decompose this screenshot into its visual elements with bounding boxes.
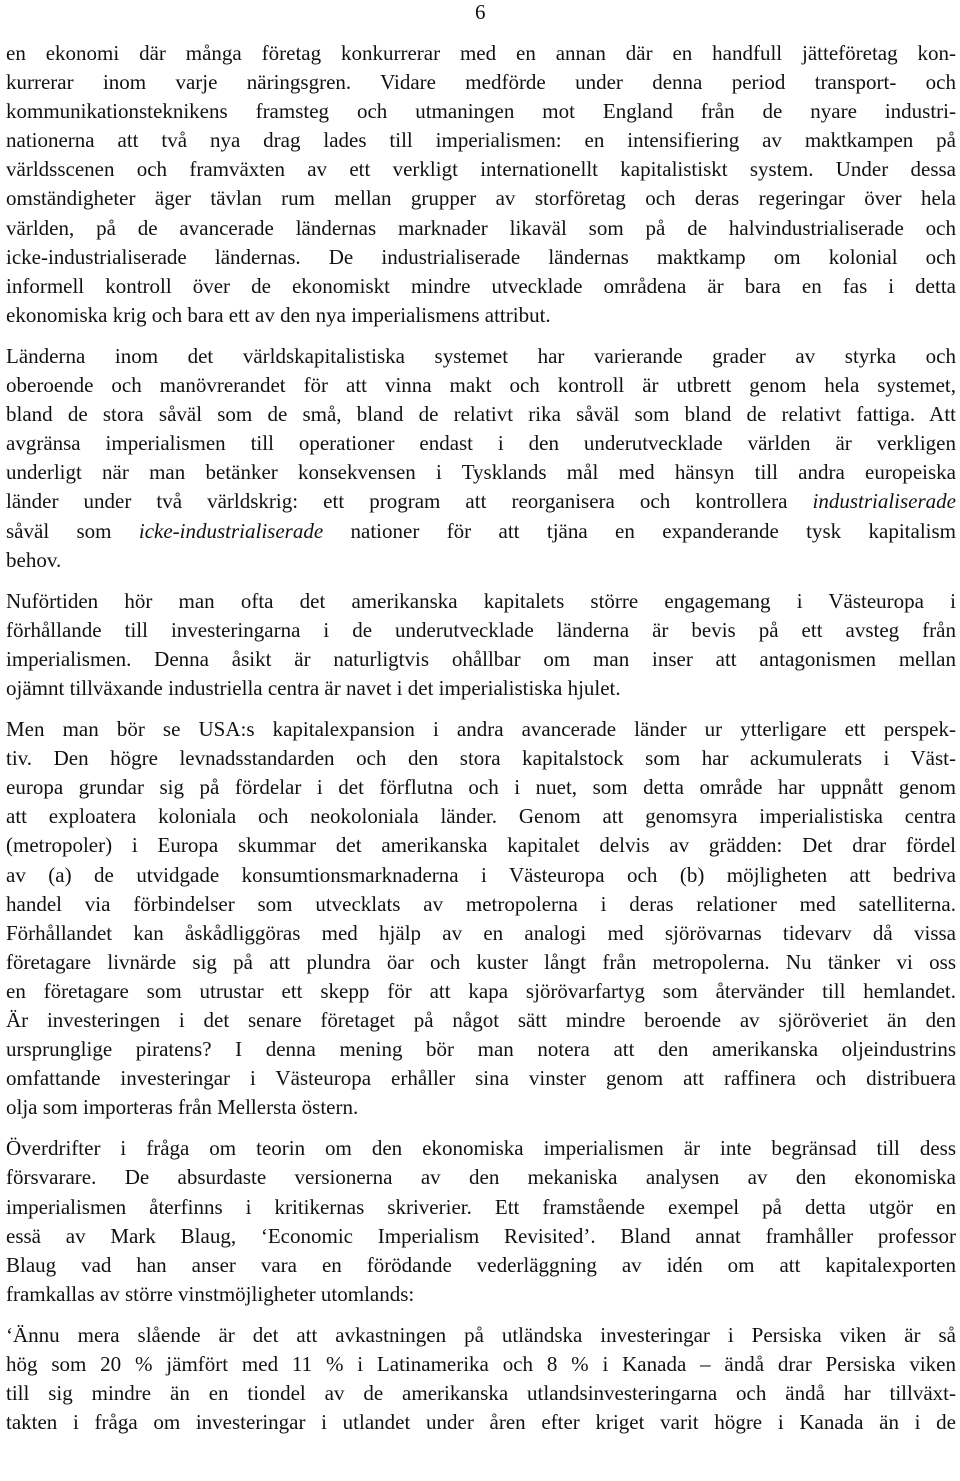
text-line: Är investeringen i det senare företaget på något sätt mindre beroende av sjöröveriet än den	[6, 1008, 956, 1032]
text-line: omfattande investeringar i Västeuropa erhåller sina vinster genom att raffinera och distribuera	[6, 1066, 956, 1091]
text-line: underligt när man betänker konsekvensen i Tysklands mål med hänsyn till andra europeiska	[6, 460, 956, 485]
text-line: kurrerar inom varje näringsgren. Vidare medförde under denna period transport- och	[6, 70, 956, 95]
text-line: Blaug vad han anser vara en förödande vederläggning av idén om att kapitalexporten	[6, 1252, 956, 1277]
text-line: olja som importeras från Mellersta östern.	[6, 1095, 359, 1120]
page-number: 6	[475, 0, 486, 24]
text-line: bland de stora såväl som de små, bland de relativt rika såväl som bland de relativt fattiga. Att	[6, 402, 956, 427]
italic-term: industrialiserade	[812, 489, 956, 514]
text-line: informell kontroll över de ekonomiskt mindre utvecklade områdena är bara en fas i detta	[6, 273, 956, 298]
text-line: förhållande till investeringarna i de underutvecklade länderna är bevis på ett avsteg från	[6, 617, 956, 642]
text-line: icke-industrialiserade ländernas. De industrialiserade ländernas maktkamp om kolonial och	[6, 244, 956, 269]
text-line: europa grundar sig på fördelar i det förflutna och i nuet, som detta område har uppnått genom	[6, 775, 956, 800]
text-line: behov.	[6, 547, 62, 572]
text-line: oberoende och manövrerandet för att vinna makt och kontroll är utbrett genom hela systemet,	[6, 373, 956, 398]
text-line: av (a) de utvidgade konsumtionsmarknaderna i Västeuropa och (b) möjligheten att bedriva	[6, 862, 956, 887]
text-line: tiv. Den högre levnadsstandarden och den stora kapitalstock som har ackumulerats i Väst-	[6, 746, 956, 771]
text-line: (metropoler) i Europa skummar det amerikanska kapitalet delvis av grädden: Det drar fördel	[6, 833, 956, 858]
paragraph-4	[6, 715, 956, 1122]
text-segment: länder under två världskrig: ett program att reorganisera och kontrollera	[6, 489, 813, 514]
text-line: imperialismen återfinns i kritikernas skriverier. Ett framstående exempel på detta utgör en	[6, 1194, 956, 1219]
text-line-with-italic	[6, 517, 956, 546]
text-line: världsscenen och framväxten av ett verkligt internationellt kapitalistiskt system. Under dessa	[6, 157, 956, 182]
text-segment: nationer för att tjäna en expanderande tysk kapitalism	[323, 518, 956, 543]
paragraph-2	[6, 342, 956, 575]
text-line: försvarare. De absurdaste versionerna av den mekaniska analysen av den ekonomiska	[6, 1165, 956, 1190]
text-segment: såväl som	[6, 518, 139, 543]
paragraph-3	[6, 587, 956, 703]
italic-term: icke-industrialiserade	[138, 518, 324, 543]
text-line-with-italic	[6, 487, 956, 516]
body-text	[6, 39, 956, 1449]
text-line: framkallas av större vinstmöjligheter utomlands:	[6, 1281, 415, 1306]
text-line: ekonomiska krig och bara ett av den nya imperialismens attribut.	[6, 302, 551, 327]
text-line: en företagare som utrustar ett skepp för att kapa sjörövarfartyg som återvänder till hemlandet.	[6, 978, 956, 1003]
text-line: imperialismen. Denna åsikt är naturligtvis ohållbar om man inser att antagonismen mellan	[6, 646, 956, 671]
text-line: till sig mindre än en tiondel av de amerikanska utlandsinvesteringarna och ändå har tillväxt-	[6, 1381, 956, 1406]
text-line: hög som 20 % jämfört med 11 % i Latinamerika och 8 % i Kanada – ändå drar Persiska viken	[6, 1352, 956, 1377]
text-line: ‘Ännu mera slående är det att avkastningen på utländska investeringar i Persiska viken är så	[6, 1322, 956, 1347]
text-line: världen, på de avancerade ländernas marknader likaväl som på de halvindustrialiserade och	[6, 215, 956, 240]
text-line: omständigheter äger tävlan rum mellan grupper av storföretag och deras regeringar över hela	[6, 186, 956, 211]
text-line: Förhållandet kan åskådliggöras med hjälp av en analogi med sjörövarnas tidevarv då vissa	[6, 920, 956, 945]
paragraph-5	[6, 1134, 956, 1309]
text-line: kommunikationsteknikens framsteg och utmaningen mot England från de nyare industri-	[6, 99, 956, 124]
text-line: handel via förbindelser som utvecklats av metropolerna i deras relationer med satelliterna.	[6, 891, 956, 916]
text-line: takten i fråga om investeringar i utlandet under åren efter kriget varit högre i Kanada än i de	[6, 1410, 956, 1435]
quotation-paragraph	[6, 1321, 956, 1437]
text-line: avgränsa imperialismen till operationer endast i den underutvecklade världen är verkligen	[6, 431, 956, 456]
text-line: ursprunglige piratens? I denna mening bör man notera att den amerikanska oljeindustrins	[6, 1037, 956, 1062]
text-line: Överdrifter i fråga om teorin om den ekonomiska imperialismen är inte begränsad till dess	[6, 1136, 956, 1161]
text-line: essä av Mark Blaug, ‘Economic Imperialism Revisited’. Bland annat framhåller professor	[6, 1223, 956, 1248]
text-line: Nuförtiden hör man ofta det amerikanska kapitalets större engagemang i Västeuropa i	[6, 588, 956, 613]
text-line: att exploatera koloniala och neokoloniala länder. Genom att genomsyra imperialistiska centra	[6, 804, 956, 829]
paragraph-1	[6, 39, 956, 330]
text-line: ojämnt tillväxande industriella centra är navet i det imperialistiska hjulet.	[6, 675, 621, 700]
text-line: företagare livnärde sig på att plundra öar och kuster långt från metropolerna. Nu tänker vi oss	[6, 949, 956, 974]
text-line: nationerna att två nya drag lades till imperialismen: en intensifiering av maktkampen på	[6, 128, 956, 153]
text-line: Men man bör se USA:s kapitalexpansion i andra avancerade länder ur ytterligare ett perspek-	[6, 717, 956, 742]
text-line: en ekonomi där många företag konkurrerar med en annan där en handfull jätteföretag kon-	[6, 41, 956, 65]
text-line: Länderna inom det världskapitalistiska systemet har varierande grader av styrka och	[6, 343, 956, 368]
